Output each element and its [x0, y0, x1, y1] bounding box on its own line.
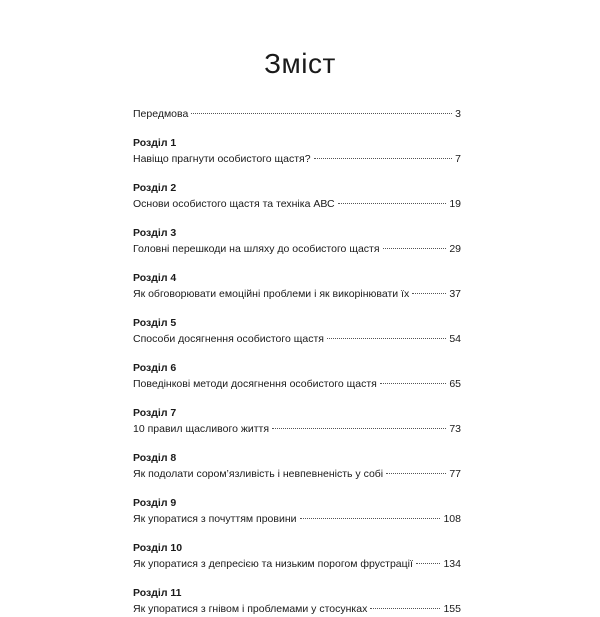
toc-entry-title: Головні перешкоди на шляху до особистого щастя — [133, 243, 380, 255]
dot-leader — [327, 338, 446, 339]
toc-entry-title: Способи досягнення особистого щастя — [133, 333, 324, 345]
toc-page-number: 65 — [449, 378, 461, 390]
toc-entry-title: Як упоратися з гнівом і проблемами у стосунках — [133, 603, 368, 615]
dot-leader — [300, 518, 441, 519]
chapter-heading: Розділ 7 — [133, 407, 177, 419]
dot-leader — [383, 248, 447, 249]
chapter-6 — [133, 360, 461, 392]
chapter-9 — [133, 495, 461, 527]
dot-leader — [380, 383, 446, 384]
toc-page-number: 54 — [449, 333, 461, 345]
toc-entry[interactable] — [133, 151, 461, 167]
page-title: Зміст — [264, 48, 336, 79]
chapter-heading: Розділ 3 — [133, 227, 177, 239]
chapter-heading: Розділ 8 — [133, 452, 177, 464]
chapter-8 — [133, 450, 461, 482]
toc-entry[interactable] — [133, 331, 461, 347]
toc-page-number: 3 — [455, 108, 461, 120]
dot-leader — [272, 428, 446, 429]
chapter-heading: Розділ 10 — [133, 542, 183, 554]
chapter-heading: Розділ 2 — [133, 182, 177, 194]
toc-entry-title: Основи особистого щастя та техніка АВС — [133, 198, 335, 210]
toc-entry-title: Як упоратися з депресією та низьким порогом фрустрації — [133, 558, 413, 570]
dot-leader — [386, 473, 446, 474]
chapter-4 — [133, 270, 461, 302]
toc-entry-title: Поведінкові методи досягнення особистого щастя — [133, 378, 377, 390]
toc-page-number: 134 — [443, 558, 461, 570]
toc-page-number: 29 — [449, 243, 461, 255]
chapter-heading: Розділ 9 — [133, 497, 177, 509]
chapter-heading: Розділ 6 — [133, 362, 177, 374]
toc-page-number: 37 — [449, 288, 461, 300]
toc-entry-title: Як подолати сором’язливість і невпевненість у собі — [133, 468, 384, 480]
toc-entry[interactable] — [133, 601, 461, 617]
chapter-7 — [133, 405, 461, 437]
toc-page-number: 108 — [443, 513, 461, 525]
toc-entry[interactable] — [133, 466, 461, 482]
toc-page-number: 19 — [449, 198, 461, 210]
toc-entry[interactable] — [133, 421, 461, 437]
toc-entry-title: 10 правил щасливого життя — [133, 423, 270, 435]
toc-entry[interactable] — [133, 556, 461, 572]
toc-entry-title: Як упоратися з почуттям провини — [133, 513, 297, 525]
dot-leader — [338, 203, 447, 204]
chapter-heading: Розділ 1 — [133, 137, 177, 149]
chapter-2 — [133, 180, 461, 212]
dot-leader — [412, 293, 446, 294]
dot-leader — [314, 158, 453, 159]
toc-entry-title: Як обговорювати емоційні проблеми і як викорінювати їх — [133, 288, 410, 300]
toc-entry-title: Передмова — [133, 108, 189, 120]
chapter-heading: Розділ 11 — [133, 587, 182, 599]
dot-leader — [416, 563, 441, 564]
chapter-heading: Розділ 4 — [133, 272, 177, 284]
toc-entry[interactable] — [133, 196, 461, 212]
chapter-10 — [133, 540, 461, 572]
chapter-11 — [133, 585, 461, 617]
toc-entry[interactable] — [133, 241, 461, 257]
dot-leader — [191, 113, 452, 114]
toc-page-number: 77 — [449, 468, 461, 480]
toc-page-number: 7 — [455, 153, 461, 165]
chapter-1 — [133, 135, 461, 167]
chapter-heading: Розділ 5 — [133, 317, 177, 329]
dot-leader — [370, 608, 440, 609]
table-of-contents — [133, 106, 461, 617]
chapter-3 — [133, 225, 461, 257]
toc-entry[interactable] — [133, 286, 461, 302]
toc-entry-title: Навіщо прагнути особистого щастя? — [133, 153, 311, 165]
toc-entry[interactable] — [133, 376, 461, 392]
toc-entry-intro[interactable] — [133, 106, 461, 122]
toc-entry[interactable] — [133, 511, 461, 527]
toc-page-number: 155 — [443, 603, 461, 615]
toc-page-number: 73 — [449, 423, 461, 435]
chapter-5 — [133, 315, 461, 347]
